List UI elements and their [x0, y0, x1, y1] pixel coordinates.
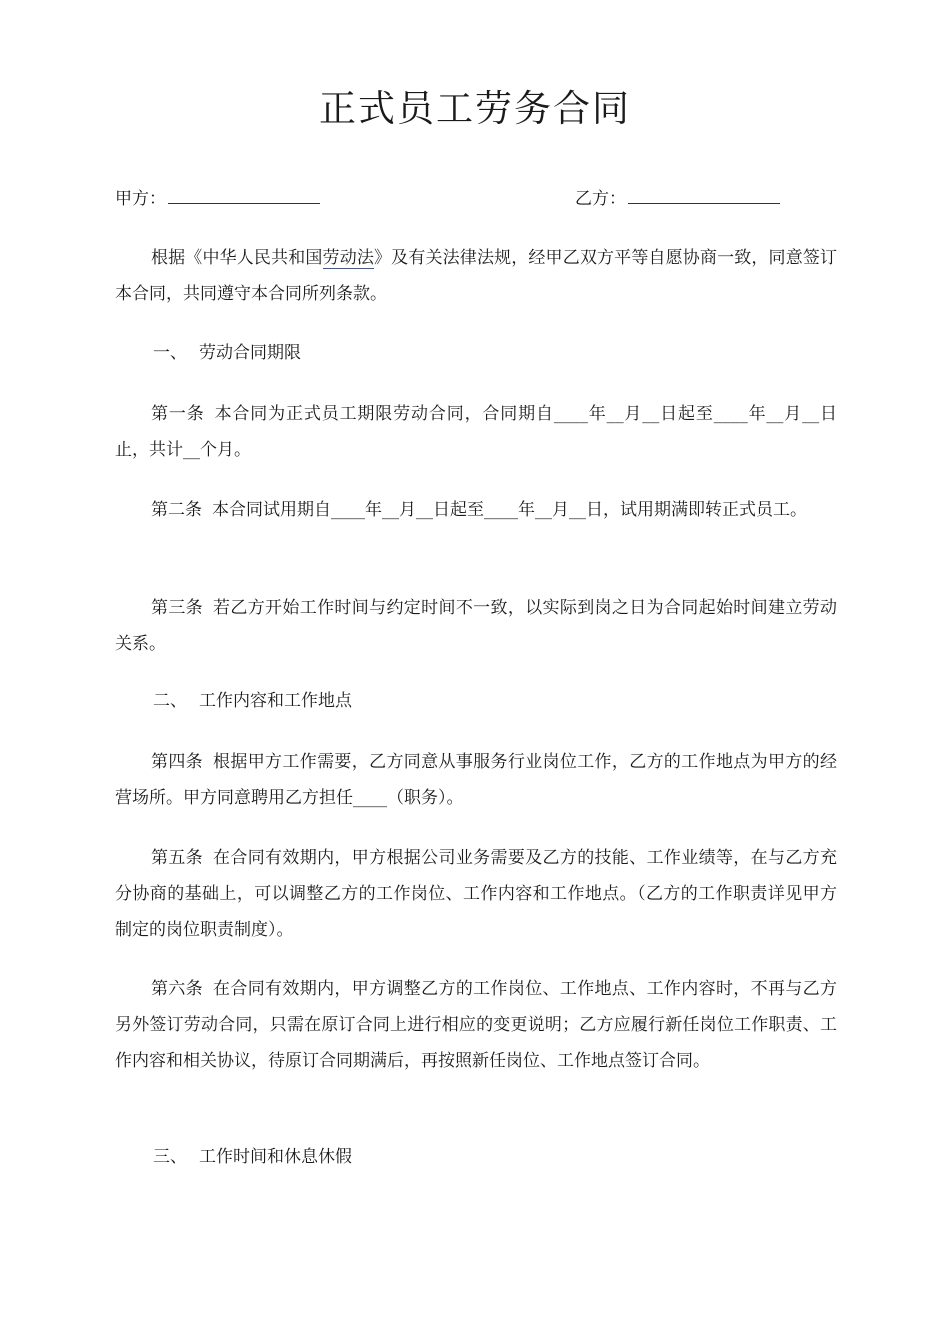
article-label: 第五条 [151, 848, 204, 868]
document-title: 正式员工劳务合同 [319, 87, 631, 130]
section-number: 二、 [153, 691, 187, 711]
article-text: 根据甲方工作需要，乙方同意从事服务行业岗位工作，乙方的工作地点为甲方的经营场所。甲方同意聘用乙方担任____（职务）。 [115, 752, 838, 808]
article-text: 在合同有效期内，甲方根据公司业务需要及乙方的技能、工作业绩等，在与乙方充分协商的基础上，可以调整乙方的工作岗位、工作内容和工作地点。（乙方的工作职责详见甲方制定的岗位职责制度）。 [115, 848, 838, 940]
section-number: 一、 [153, 343, 187, 363]
article-label: 第六条 [151, 979, 204, 999]
labor-law-link[interactable]: 劳动法 [322, 248, 375, 268]
article-label: 第三条 [151, 598, 204, 618]
section-heading-1 [153, 338, 301, 368]
party-b-label: 乙方： [575, 189, 626, 209]
article-5 [115, 840, 837, 948]
section-title: 工作内容和工作地点 [199, 691, 352, 711]
article-1 [115, 396, 837, 468]
article-text: 本合同为正式员工期限劳动合同，合同期自____年__月__日起至____年__月__日止，共计__个月。 [115, 404, 838, 460]
article-label: 第一条 [151, 404, 205, 424]
article-label: 第二条 [151, 500, 202, 520]
party-b-blank [628, 185, 780, 204]
section-title: 工作时间和休息休假 [199, 1147, 352, 1167]
intro-text-post: 》及有关法律法规，经甲乙双方平等自愿协商一致，同意签订本合同，共同遵守本合同所列条款。 [115, 248, 838, 304]
article-2 [115, 492, 837, 528]
party-b-field [575, 185, 780, 213]
article-4 [115, 744, 837, 816]
article-3 [115, 590, 837, 662]
article-text: 本合同试用期自____年__月__日起至____年__月__日，试用期满即转正式员工。 [212, 500, 807, 520]
article-6 [115, 971, 837, 1079]
party-a-blank [168, 185, 320, 204]
article-text: 在合同有效期内，甲方调整乙方的工作岗位、工作地点、工作内容时，不再与乙方另外签订劳动合同，只需在原订合同上进行相应的变更说明；乙方应履行新任岗位工作职责、工作内容和相关协议，待原订合同期满后，再按照新任岗位、工作地点签订合同。 [115, 979, 838, 1071]
party-a-label: 甲方： [115, 189, 166, 209]
section-title: 劳动合同期限 [199, 343, 301, 363]
intro-text-pre: 根据《中华人民共和国 [151, 248, 323, 268]
section-number: 三、 [153, 1147, 187, 1167]
article-text: 若乙方开始工作时间与约定时间不一致，以实际到岗之日为合同起始时间建立劳动关系。 [115, 598, 838, 654]
party-a-field [115, 185, 320, 213]
section-heading-2 [153, 686, 352, 716]
intro-paragraph [115, 240, 837, 312]
section-heading-3 [153, 1142, 352, 1172]
article-label: 第四条 [151, 752, 204, 772]
